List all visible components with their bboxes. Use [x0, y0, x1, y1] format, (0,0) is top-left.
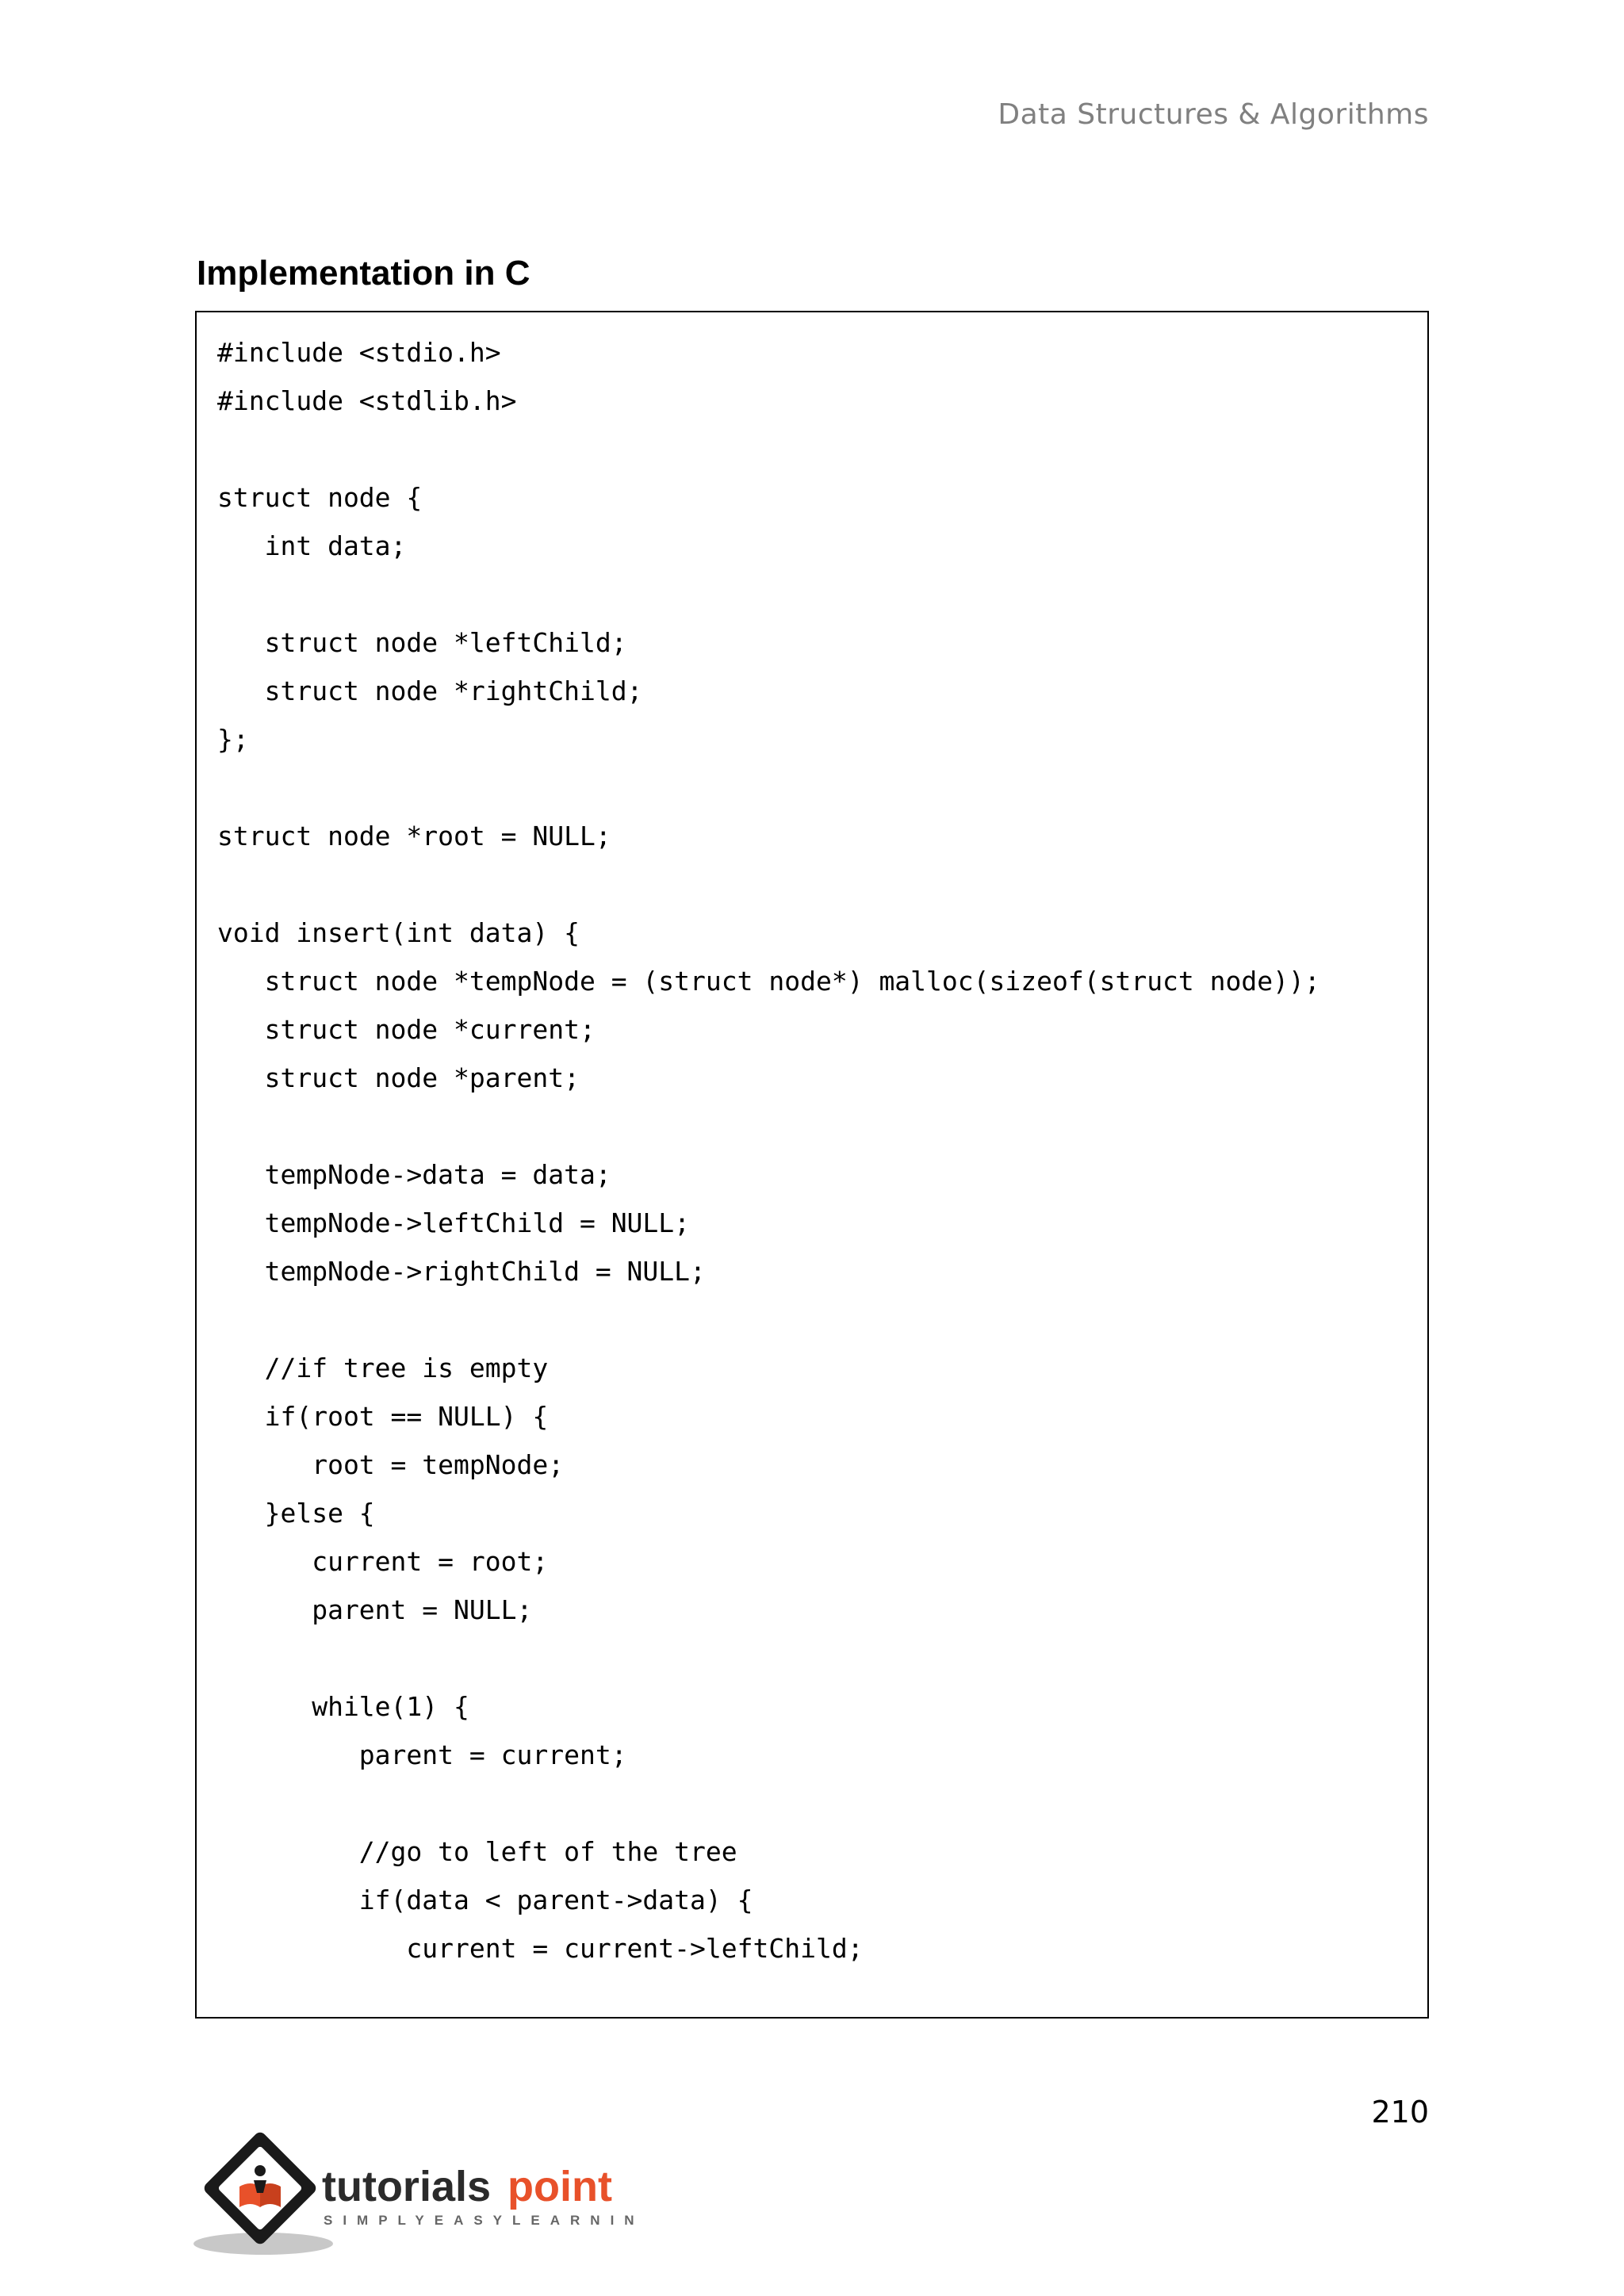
page-number: 210	[1371, 2095, 1429, 2130]
code-block	[195, 311, 1429, 2019]
code-line: parent = current;	[217, 1739, 627, 1770]
code-line	[217, 570, 1427, 618]
code-line: #include <stdio.h>	[217, 337, 501, 368]
code-line: root = tempNode;	[217, 1449, 565, 1480]
code-line	[217, 1295, 1427, 1344]
code-line: struct node *rightChild;	[217, 675, 643, 706]
code-line	[217, 1779, 1427, 1827]
code-line: parent = NULL;	[217, 1594, 533, 1625]
code-line: tempNode->rightChild = NULL;	[217, 1256, 706, 1287]
code-line: current = root;	[217, 1546, 549, 1577]
code-line: struct node {	[217, 482, 423, 513]
code-line: if(root == NULL) {	[217, 1401, 549, 1432]
logo-tagline: SIMPLYEASYLEARNING	[324, 2213, 634, 2228]
code-line: tempNode->data = data;	[217, 1159, 611, 1190]
code-line: while(1) {	[217, 1691, 469, 1722]
code-line: #include <stdlib.h>	[217, 385, 517, 416]
code-line: struct node *tempNode = (struct node*) malloc(sizeof(struct node));	[217, 966, 1320, 997]
logo-brand-main: tutorials	[322, 2163, 492, 2210]
code-line: current = current->leftChild;	[217, 1933, 864, 1964]
code-line: void insert(int data) {	[217, 917, 580, 948]
code-line: struct node *root = NULL;	[217, 821, 611, 851]
code-line	[217, 1634, 1427, 1682]
code-line: struct node *current;	[217, 1014, 596, 1045]
code-line: }else {	[217, 1498, 375, 1529]
code-line: };	[217, 724, 249, 755]
running-header: Data Structures & Algorithms	[998, 98, 1429, 131]
code-line: struct node *leftChild;	[217, 627, 627, 658]
code-line	[217, 425, 1427, 473]
tutorialspoint-logo	[190, 2125, 634, 2260]
logo-brand-accent: point	[508, 2163, 612, 2210]
section-title: Implementation in C	[197, 254, 530, 293]
code-line: struct node *parent;	[217, 1062, 580, 1093]
code-line	[217, 860, 1427, 909]
code-line: //if tree is empty	[217, 1353, 549, 1383]
code-line: int data;	[217, 530, 407, 561]
code-line: if(data < parent->data) {	[217, 1885, 753, 1915]
code-line: tempNode->leftChild = NULL;	[217, 1207, 691, 1238]
code-line: //go to left of the tree	[217, 1836, 737, 1867]
code-line	[217, 1102, 1427, 1150]
code-line	[217, 763, 1427, 812]
